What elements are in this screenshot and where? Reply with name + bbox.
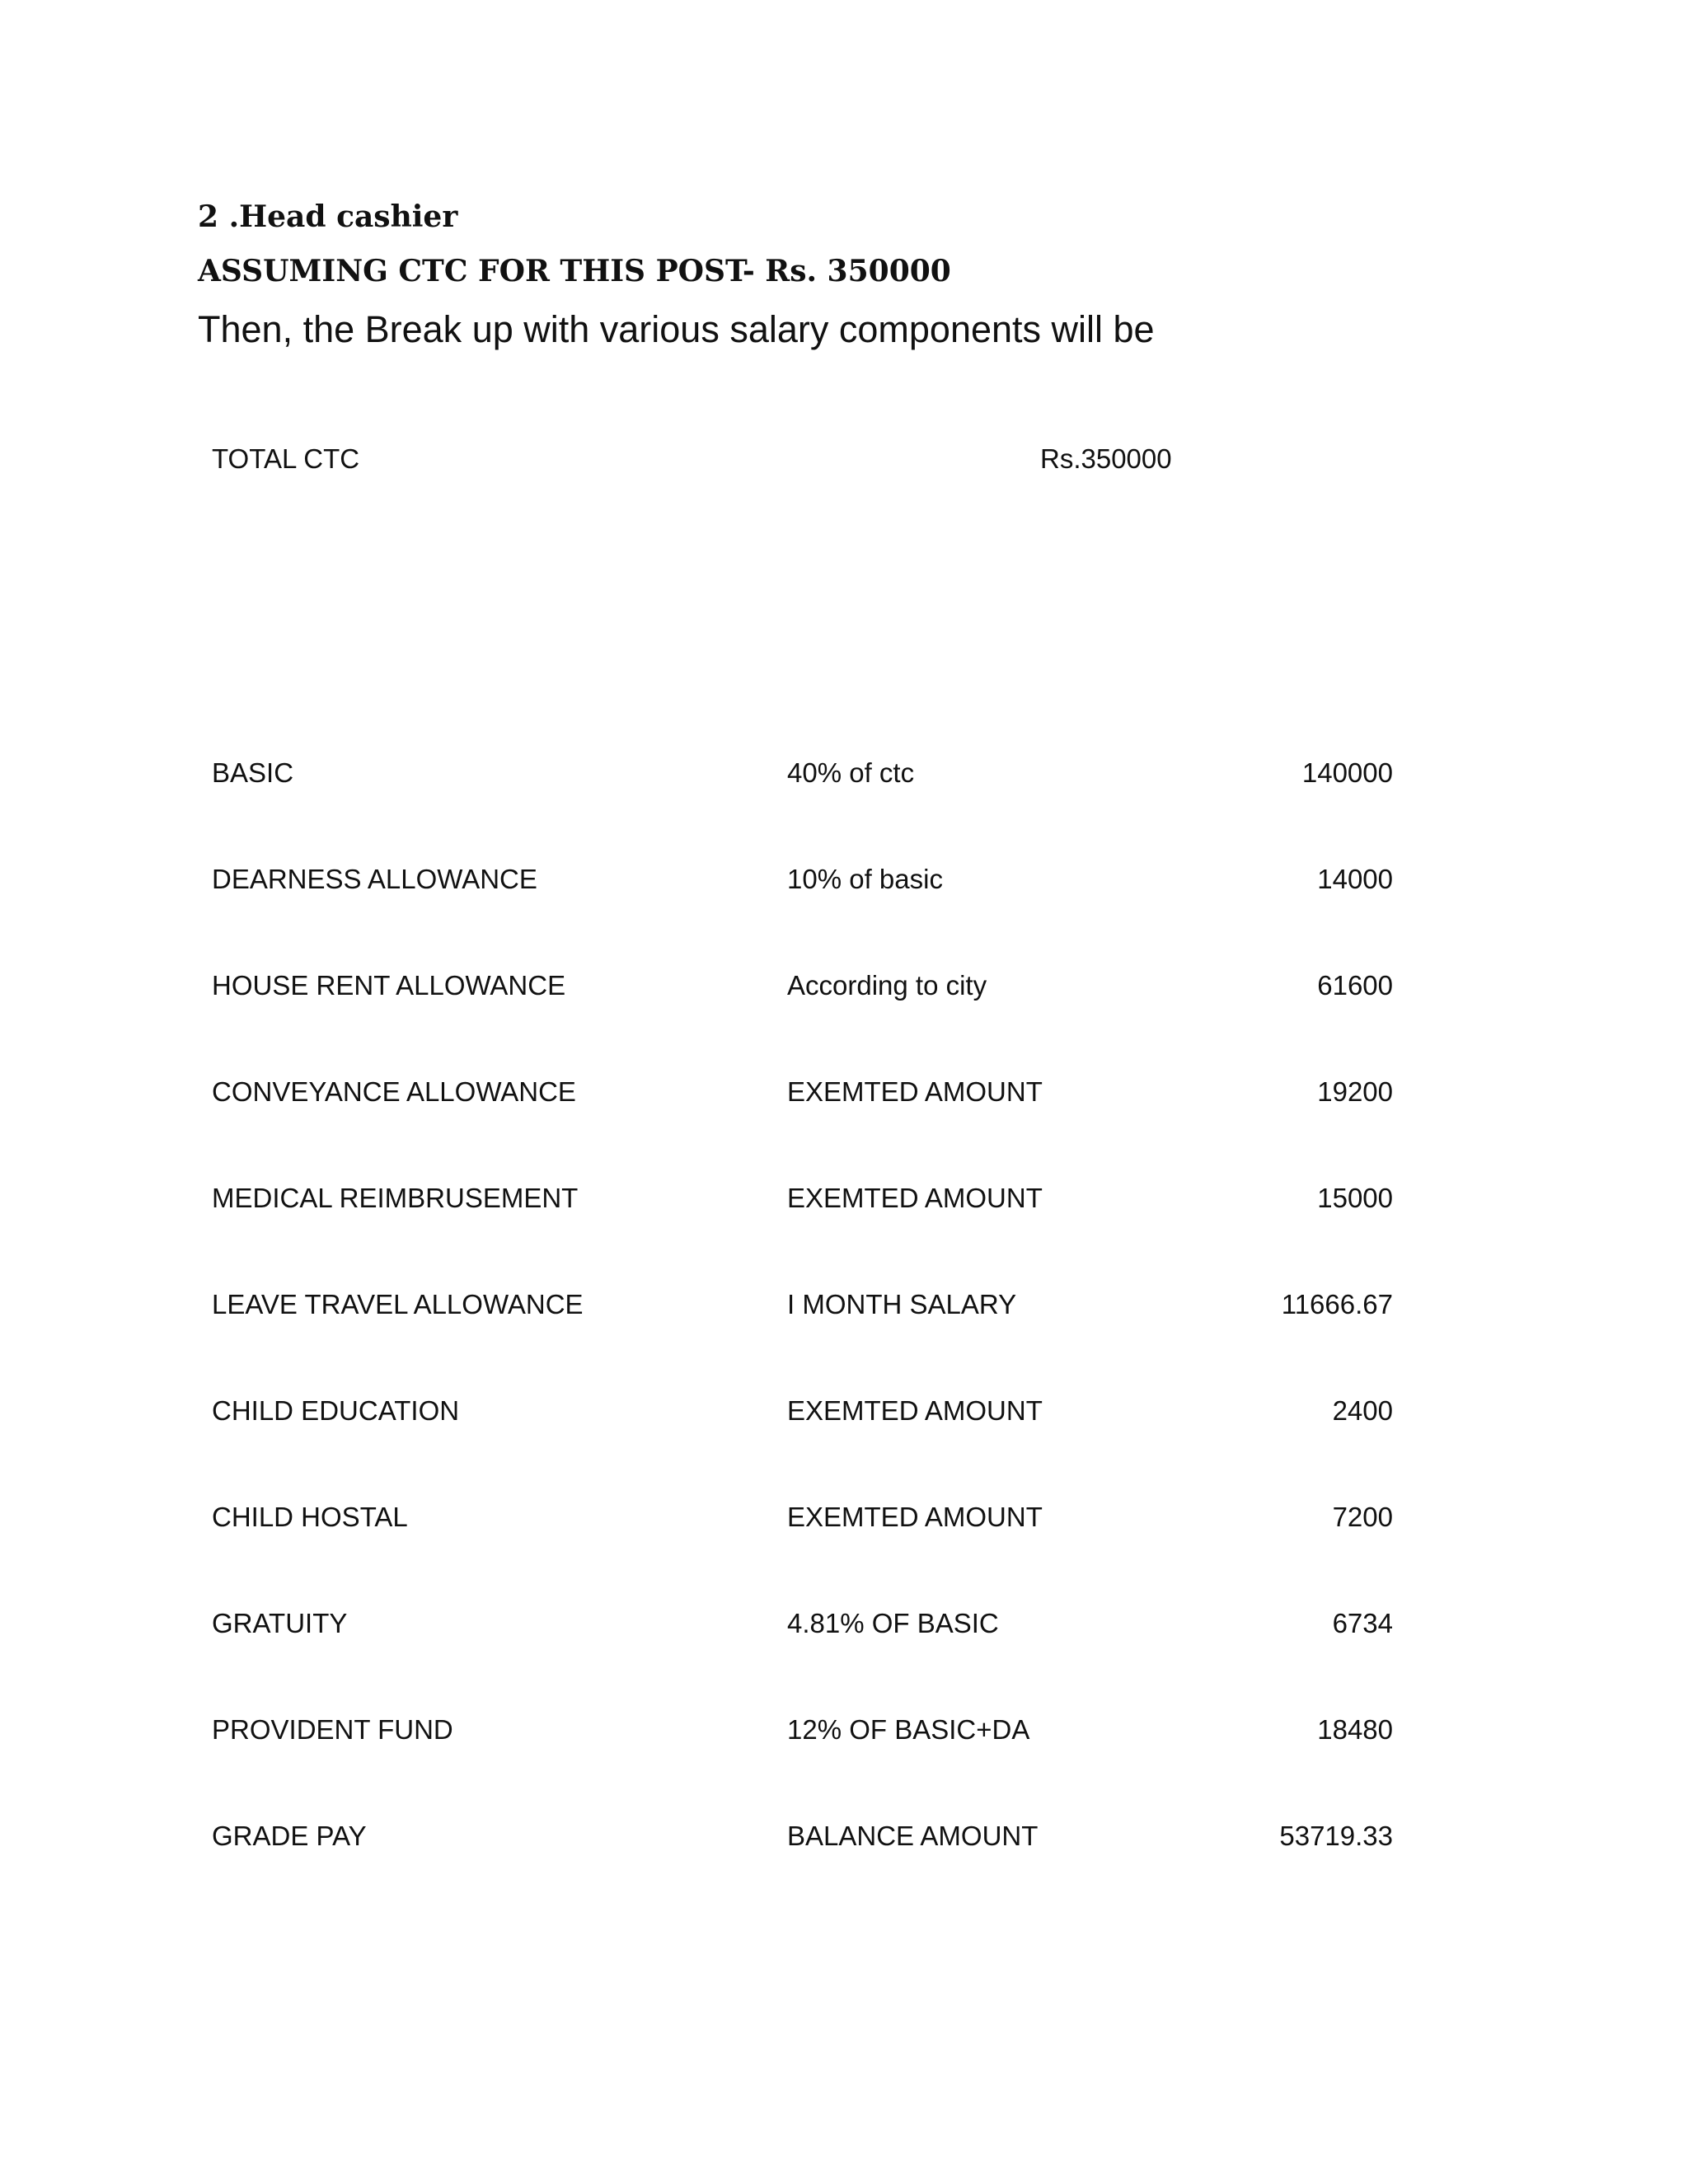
- component-name: GRATUITY: [212, 1608, 348, 1638]
- total-ctc-value: Rs.350000: [1040, 443, 1172, 474]
- component-name: CHILD HOSTAL: [212, 1502, 408, 1532]
- component-rule: I MONTH SALARY: [787, 1289, 1017, 1319]
- component-rule: 10% of basic: [787, 864, 943, 894]
- component-amount: 53719.33: [1279, 1821, 1393, 1851]
- component-amount: 140000: [1301, 757, 1393, 788]
- component-amount: 2400: [1332, 1395, 1393, 1426]
- component-rule: 4.81% OF BASIC: [787, 1608, 999, 1638]
- component-amount: 7200: [1332, 1502, 1393, 1532]
- component-rule: EXEMTED AMOUNT: [787, 1183, 1043, 1213]
- component-amount: 14000: [1317, 864, 1393, 894]
- component-rule: EXEMTED AMOUNT: [787, 1395, 1043, 1426]
- ctc-heading: ASSUMING CTC FOR THIS POST- Rs. 350000: [198, 254, 951, 288]
- component-amount: 6734: [1332, 1608, 1393, 1638]
- component-amount: 18480: [1317, 1714, 1393, 1745]
- intro-text: Then, the Break up with various salary components will be: [198, 308, 1155, 350]
- component-rule: EXEMTED AMOUNT: [787, 1076, 1043, 1107]
- component-name: CONVEYANCE ALLOWANCE: [212, 1076, 576, 1107]
- section-title: 2 .Head cashier: [198, 199, 458, 234]
- component-name: PROVIDENT FUND: [212, 1714, 453, 1745]
- component-amount: 15000: [1317, 1183, 1393, 1213]
- component-rule: EXEMTED AMOUNT: [787, 1502, 1043, 1532]
- component-rule: 12% OF BASIC+DA: [787, 1714, 1030, 1745]
- component-name: LEAVE TRAVEL ALLOWANCE: [212, 1289, 584, 1319]
- component-name: CHILD EDUCATION: [212, 1395, 460, 1426]
- component-name: DEARNESS ALLOWANCE: [212, 864, 537, 894]
- component-rule: 40% of ctc: [787, 757, 915, 788]
- component-name: GRADE PAY: [212, 1821, 367, 1851]
- component-amount: 61600: [1317, 970, 1393, 1001]
- component-amount: 19200: [1317, 1076, 1393, 1107]
- total-ctc-label: TOTAL CTC: [212, 443, 360, 474]
- component-name: BASIC: [212, 757, 294, 788]
- component-name: HOUSE RENT ALLOWANCE: [212, 970, 566, 1001]
- component-rule: BALANCE AMOUNT: [787, 1821, 1039, 1851]
- component-amount: 11666.67: [1281, 1289, 1393, 1319]
- component-rule: According to city: [787, 970, 987, 1001]
- component-name: MEDICAL REIMBRUSEMENT: [212, 1183, 579, 1213]
